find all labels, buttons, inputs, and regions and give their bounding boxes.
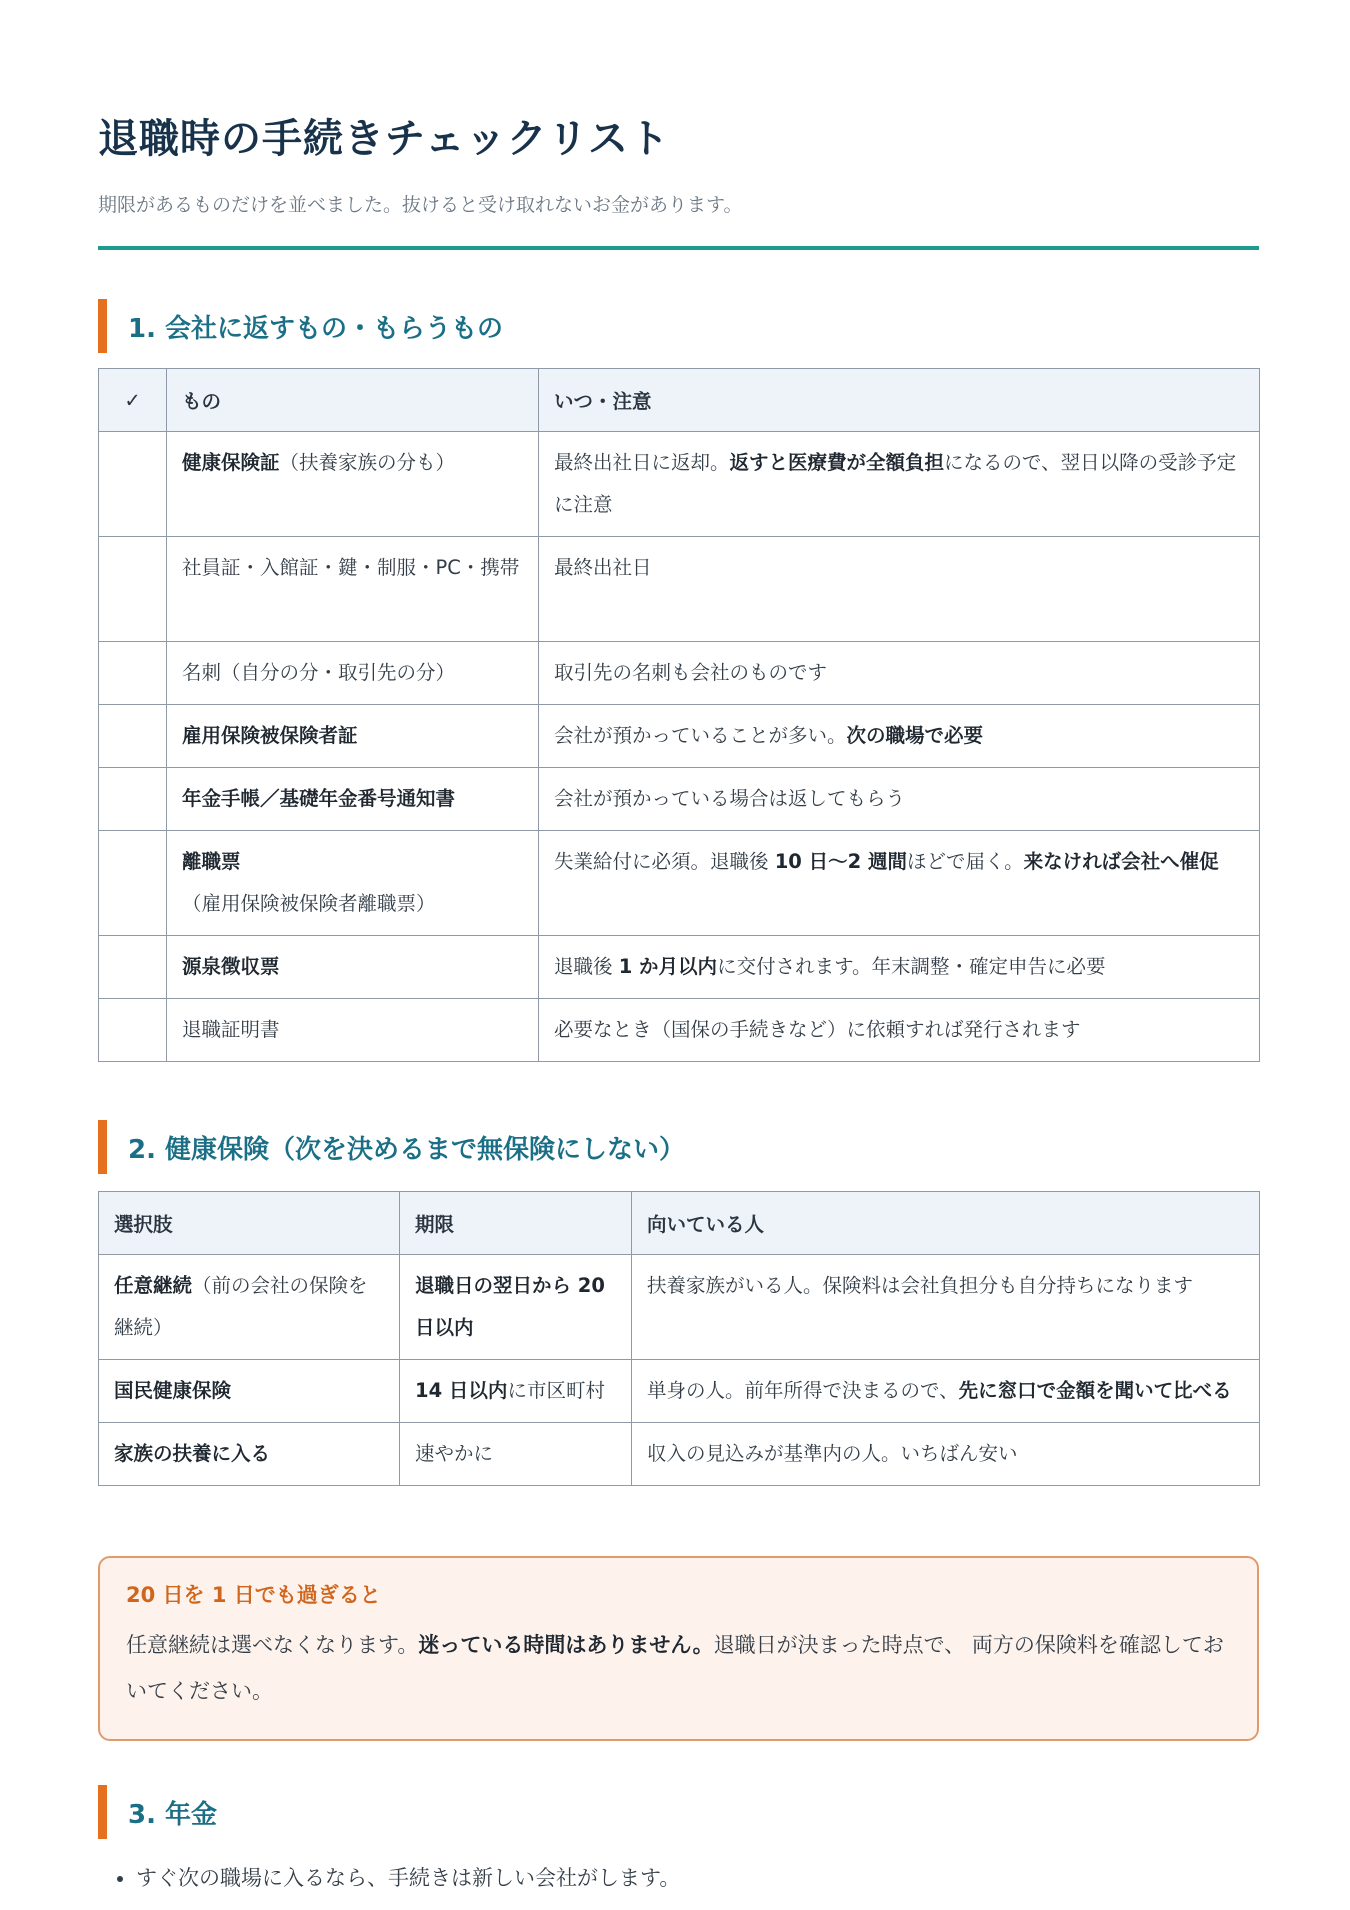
table-row: [99, 1360, 1260, 1423]
table-row: [99, 432, 1260, 537]
checkbox-cell[interactable]: [99, 537, 167, 642]
table-row: [99, 1423, 1260, 1486]
column-header-option: 選択肢: [99, 1192, 400, 1255]
checkbox-cell[interactable]: [99, 768, 167, 831]
note-cell: 必要なとき（国保の手続きなど）に依頼すれば発行されます: [539, 999, 1260, 1062]
callout-title: 20 日を 1 日でも過ぎると: [126, 1583, 381, 1607]
section-heading-3: 3. 年金: [98, 1785, 217, 1839]
return-items-table: [98, 368, 1260, 1062]
column-header-item: もの: [167, 369, 539, 432]
checkbox-cell[interactable]: [99, 999, 167, 1062]
who-cell: 扶養家族がいる人。保険料は会社負担分も自分持ちになります: [632, 1255, 1260, 1360]
item-cell: 離職票 （雇用保険被保険者離職票）: [167, 831, 539, 936]
who-cell: 収入の見込みが基準内の人。いちばん安い: [632, 1423, 1260, 1486]
title-divider: [98, 246, 1259, 250]
table-header-row: [99, 369, 1260, 432]
list-item: • すぐ次の職場に入るなら、手続きは新しい会社がします。: [136, 1858, 680, 1898]
who-cell: 単身の人。前年所得で決まるので、先に窓口で金額を聞いて比べる: [632, 1360, 1260, 1423]
column-header-deadline: 期限: [400, 1192, 632, 1255]
column-header-who: 向いている人: [632, 1192, 1260, 1255]
column-header-check: ✓: [99, 369, 167, 432]
option-cell: 任意継続（前の会社の保険を継続）: [99, 1255, 400, 1360]
item-cell: 雇用保険被保険者証: [167, 705, 539, 768]
deadline-cell: 速やかに: [400, 1423, 632, 1486]
item-cell: 退職証明書: [167, 999, 539, 1062]
option-cell: 国民健康保険: [99, 1360, 400, 1423]
column-header-note: いつ・注意: [539, 369, 1260, 432]
pension-bullet-list: [98, 1858, 680, 1898]
note-cell: 最終出社日に返却。返すと医療費が全額負担になるので、翌日以降の受診予定に注意: [539, 432, 1260, 537]
table-row: [99, 537, 1260, 642]
checkbox-cell[interactable]: [99, 705, 167, 768]
item-cell: 名刺（自分の分・取引先の分）: [167, 642, 539, 705]
table-row: [99, 999, 1260, 1062]
checkbox-cell[interactable]: [99, 936, 167, 999]
checkbox-cell[interactable]: [99, 432, 167, 537]
checkbox-cell[interactable]: [99, 831, 167, 936]
note-cell: 失業給付に必須。退職後 10 日〜2 週間ほどで届く。来なければ会社へ催促: [539, 831, 1260, 936]
option-cell: 家族の扶養に入る: [99, 1423, 400, 1486]
table-row: [99, 642, 1260, 705]
table-header-row: [99, 1192, 1260, 1255]
table-row: [99, 768, 1260, 831]
note-cell: 会社が預かっている場合は返してもらう: [539, 768, 1260, 831]
table-row: [99, 1255, 1260, 1360]
health-insurance-table: [98, 1191, 1260, 1486]
table-row: [99, 936, 1260, 999]
checkbox-cell[interactable]: [99, 642, 167, 705]
item-cell: 年金手帳／基礎年金番号通知書: [167, 768, 539, 831]
page-subtitle: 期限があるものだけを並べました。抜けると受け取れないお金があります。: [98, 194, 743, 216]
item-cell: 社員証・入館証・鍵・制服・PC・携帯: [167, 537, 539, 642]
page-title: 退職時の手続きチェックリスト: [98, 116, 670, 162]
item-cell: 健康保険証（扶養家族の分も）: [167, 432, 539, 537]
note-cell: 退職後 1 か月以内に交付されます。年末調整・確定申告に必要: [539, 936, 1260, 999]
warning-callout: [98, 1556, 1259, 1741]
table-row: [99, 831, 1260, 936]
note-cell: 最終出社日: [539, 537, 1260, 642]
item-cell: 源泉徴収票: [167, 936, 539, 999]
note-cell: 会社が預かっていることが多い。次の職場で必要: [539, 705, 1260, 768]
section-heading-2: 2. 健康保険（次を決めるまで無保険にしない）: [98, 1120, 685, 1174]
callout-body: 任意継続は選べなくなります。迷っている時間はありません。退職日が決まった時点で、 両方の保険料を確認しておいてください。: [126, 1633, 1224, 1703]
note-cell: 取引先の名刺も会社のものです: [539, 642, 1260, 705]
deadline-cell: 14 日以内に市区町村: [400, 1360, 632, 1423]
table-row: [99, 705, 1260, 768]
deadline-cell: 退職日の翌日から 20 日以内: [400, 1255, 632, 1360]
section-heading-1: 1. 会社に返すもの・もらうもの: [98, 299, 503, 353]
